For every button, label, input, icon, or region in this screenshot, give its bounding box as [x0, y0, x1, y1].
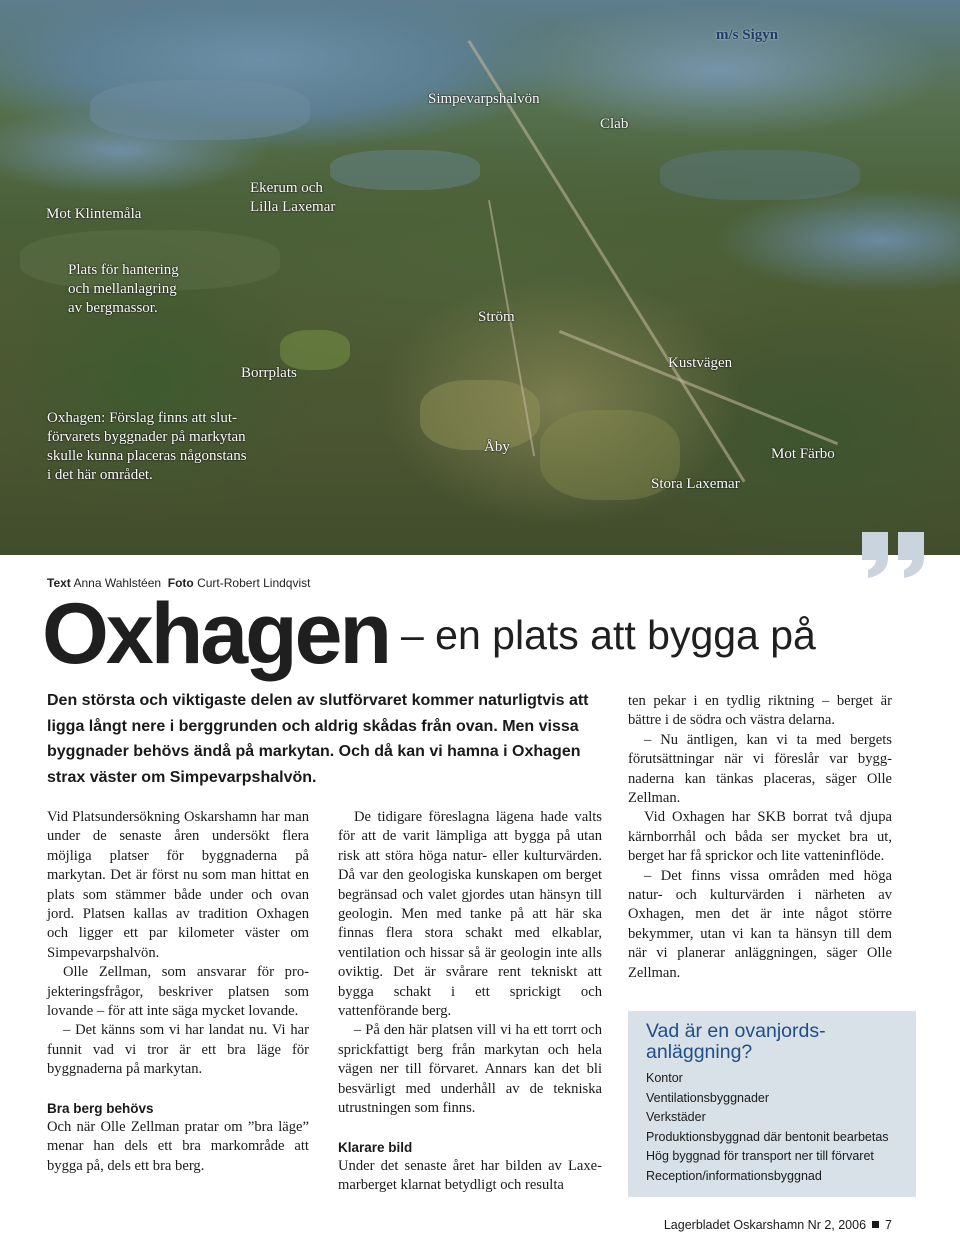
photo-credit-label: Foto	[167, 576, 194, 590]
subheading: Bra berg behövs	[47, 1100, 154, 1116]
paragraph: De tidigare föreslagna lägena hade valts för att de varit lämpliga att bygga på utan risk att störa höga natur- eller kulturvärden. Då var den geologiska kunskapen om berget begränsad och valet gjordes utan hänsyn till geologin. Men med tanke på att här ska finnas flera stora schakt med elkablar, ventilation och hissar så är geologin inte alls oviktig. Det är svårare rent tekniskt att bygga schakt i ett sprickigt och vattenförande berg.	[338, 809, 602, 1020]
article-column-3	[628, 692, 892, 983]
lead-paragraph: Den största och viktigaste delen av slutförvaret kommer naturligtvis att ligga långt nere i berggrunden och aldrig skådas från ovan. Men vissa byggnader behövs ändå på markytan. Och då kan vi hamna i Oxhagen strax väster om Simpevarpshalvön.	[47, 692, 589, 786]
headline-sub: – en plats att bygga på	[400, 612, 816, 658]
page-number: 7	[885, 1218, 892, 1232]
label-simpevarpshalvon: Simpevarpshalvön	[428, 91, 540, 107]
fact-box-list	[646, 1069, 898, 1186]
paragraph: ten pekar i en tydlig riktning – berget är bättre i de södra och västra delarna.	[628, 693, 892, 729]
list-item: Produktionsbyggnad där bentonit bearbetas	[646, 1129, 889, 1144]
paragraph: Olle Zellman, som ansvarar för projekteringsfrågor, beskriver platsen som lovande – för att inte säga mycket lovande.	[47, 964, 309, 1020]
headline	[42, 585, 816, 684]
quote-mark-icon	[862, 532, 932, 578]
article-column-2	[338, 808, 602, 1195]
paragraph: Och när Olle Zellman pratar om ”bra läge” menar han dels ett bra markområde att bygga på, dels ett bra berg.	[47, 1118, 309, 1174]
headline-main: Oxhagen	[42, 586, 389, 682]
paragraph: Vid Platsundersökning Oskarshamn har man under de senaste åren undersökt flera möjliga platser för byggnaderna på markytan. Det är först nu som man hittat en plats som stämmer både under och ovan jord. Platsen kallas av tradition Oxhagen och ligger ett par kilometer väster om Simpevarpshalvön.	[47, 809, 309, 961]
label-aby: Åby	[484, 439, 510, 455]
paragraph: – På den här platsen vill vi ha ett torrt och sprickfattigt berg från markytan och hela vägen ner till förvaret. Annars kan det bli besvärligt med underhåll av de tekniska utrustningen som finns.	[338, 1022, 602, 1117]
publication-name: Lagerbladet Oskarshamn Nr 2, 2006	[663, 1218, 867, 1232]
aerial-photo	[0, 0, 960, 555]
list-item: Ventilationsbyggnader	[646, 1090, 770, 1105]
paragraph: – Det känns som vi har landat nu. Vi har funnit vad vi tror är ett bra läge för byggnaderna på markytan.	[47, 1022, 309, 1078]
square-separator-icon	[872, 1221, 879, 1228]
label-ekerum: Ekerum och Lilla Laxemar	[250, 180, 336, 215]
paragraph: Vid Oxhagen har SKB borrat två djupa kärnborrhål och båda ser mycket bra ut, berget har få sprickor och lite vatteninflöde.	[628, 809, 892, 865]
author-name: Anna Wahlstéen	[73, 576, 162, 590]
label-kustvagen: Kustvägen	[668, 355, 733, 371]
fact-box	[628, 1011, 916, 1197]
paragraph: – Det finns vissa områden med höga natur- och kulturvärden i närheten av Oxhagen, men det är inte något större bekymmer, utan vi kan ta hänsyn till dem när vi planerar anläggningen, säger Olle Zellman.	[628, 867, 892, 981]
list-item: Reception/informationsbyggnad	[646, 1168, 822, 1183]
label-mot-farbo: Mot Färbo	[771, 446, 835, 462]
label-borrplats: Borrplats	[241, 365, 297, 381]
label-ms-sigyn: m/s Sigyn	[716, 27, 779, 43]
text-credit-label: Text	[47, 576, 71, 590]
article-column-1	[47, 808, 309, 1176]
list-item: Hög byggnad för transport ner till förvaret	[646, 1149, 874, 1163]
label-plats-hantering: Plats för hantering och mellanlagring av bergmassor.	[68, 262, 179, 316]
label-clab: Clab	[600, 116, 629, 132]
label-strom: Ström	[478, 309, 515, 325]
label-stora-laxemar: Stora Laxemar	[651, 476, 740, 492]
list-item: Verkstäder	[646, 1110, 706, 1124]
paragraph: – Nu äntligen, kan vi ta med bergets förutsättningar när vi föreslår var byggnaderna kan tänkas placeras, säger Olle Zellman.	[628, 731, 892, 807]
fact-box-title: Vad är en ovanjordsanläggning?	[646, 1020, 826, 1063]
paragraph: Under det senaste året har bilden av Laxemarberget klarnat betydligt och resulta	[338, 1157, 602, 1193]
label-mot-klintemala: Mot Klintemåla	[46, 206, 142, 222]
page-footer	[664, 1218, 892, 1232]
list-item: Kontor	[646, 1071, 683, 1085]
subheading: Klarare bild	[338, 1139, 413, 1155]
label-oxhagen-forslag: Oxhagen: Förslag finns att slut- förvarets byggnader på markytan skulle kunna placeras någonstans i det här området.	[47, 410, 247, 483]
photographer-name: Curt-Robert Lindqvist	[197, 576, 311, 590]
